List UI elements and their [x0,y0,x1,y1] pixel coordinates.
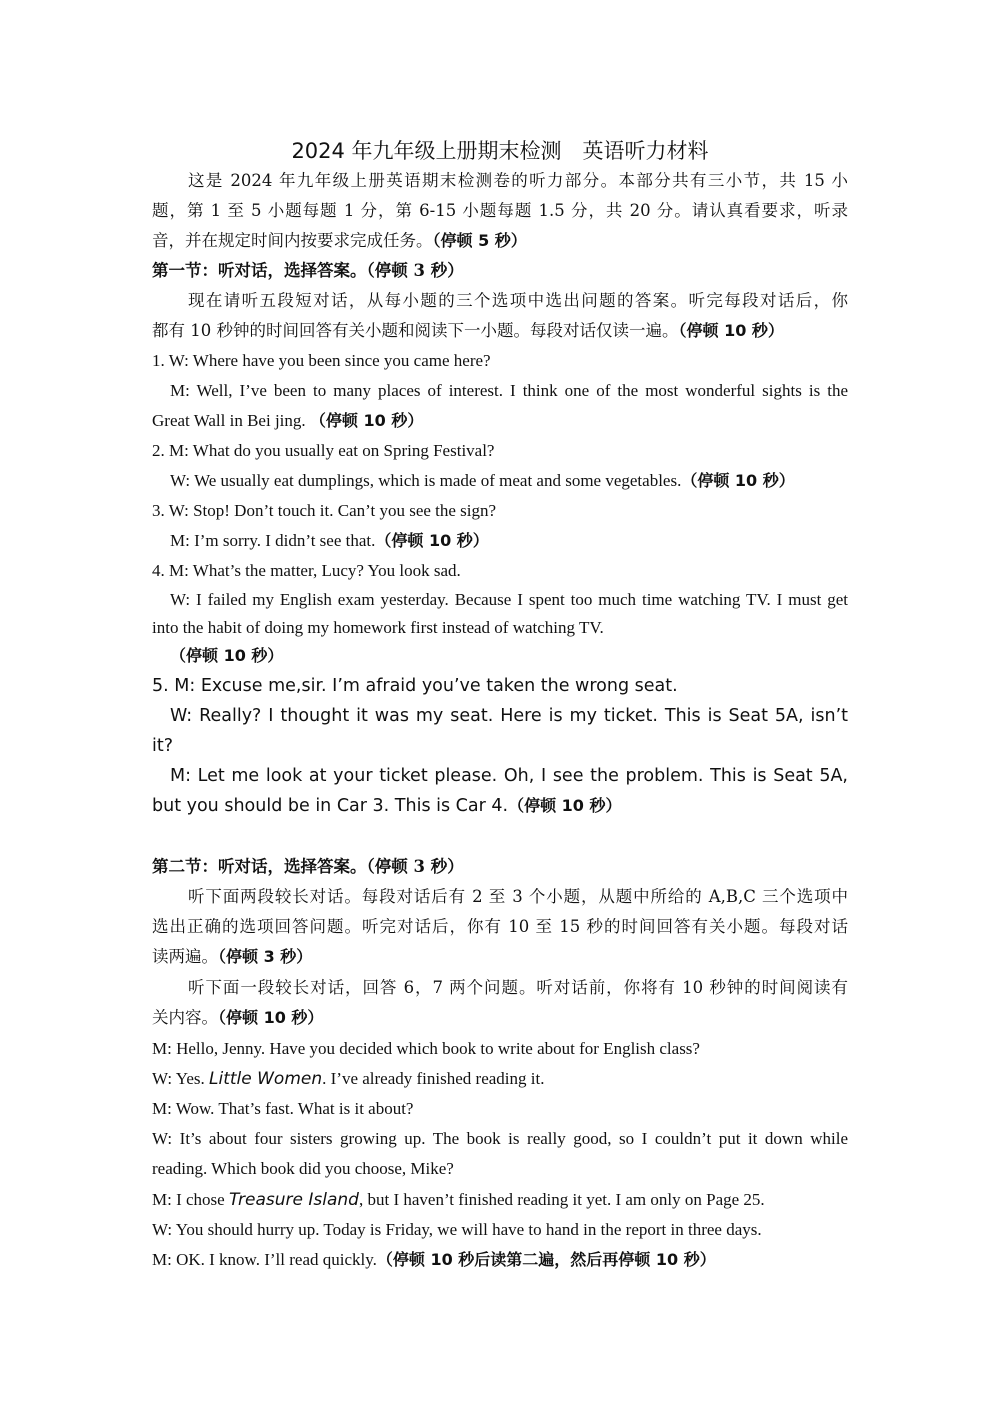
q1-pause: （停顿 10 秒） [309,411,424,430]
dialogue-line-4a: W: It’s about four sisters growing up. The book is really good, so I couldn’t put it down while [152,1129,848,1148]
q3-man-text: M: I’m sorry. I didn’t see that. [170,531,376,550]
q5-pause: （停顿 10 秒） [508,796,622,815]
q1-man-line-2 [152,406,848,436]
intro-pause: （停顿 5 秒） [432,231,527,250]
section2-instruction-3-pause: （停顿 3 秒） [218,947,313,966]
q4-pause-line [152,641,848,671]
intro-line-3 [152,226,848,256]
intro-line-2: 题，第 1 至 5 小题每题 1 分，第 6-15 小题每题 1.5 分，共 20 分。请认真看要求，听录 [152,201,848,220]
q5-woman-line-2: it? [152,736,174,756]
dialogue-line-1: M: Hello, Jenny. Have you decided which book to write about for English class? [152,1039,700,1058]
section2-instruction-3-text: 读两遍。 [152,947,218,966]
q1-woman-line: 1. W: Where have you been since you came here? [152,351,491,370]
section2-instruction-5 [152,1003,848,1033]
section2-instruction-4: 听下面一段较长对话，回答 6，7 两个问题。听对话前，你将有 10 秒钟的时间阅读有 [188,978,848,997]
section1-instruction-text: 都有 10 秒钟的时间回答有关小题和阅读下一小题。每段对话仅读一遍。 [152,321,679,340]
q4-man-line: 4. M: What’s the matter, Lucy? You look sad. [152,561,461,580]
section2-heading: 第二节：听对话，选择答案。（停顿 3 秒） [152,857,464,876]
q5-woman-line-1: W: Really? I thought it was my seat. Here is my ticket. This is Seat 5A, isn’t [170,706,848,726]
section2-instruction-2: 选出正确的选项回答问题。听完对话后，你有 10 至 15 秒的时间回答有关小题。每段对话 [152,917,848,936]
book-title-treasure-island: Treasure Island [228,1190,359,1210]
dialogue-line-2-post: . I’ve already finished reading it. [322,1069,545,1088]
book-title-little-women: Little Women [209,1069,323,1089]
dialogue-line-5 [152,1185,848,1215]
q5-man-line: 5. M: Excuse me,sir. I’m afraid you’ve taken the wrong seat. [152,676,678,696]
q5-man-line-2b [152,791,848,821]
section1-instruction-pause: （停顿 10 秒） [678,321,784,340]
q4-woman-line-2: into the habit of doing my homework first instead of watching TV. [152,618,604,637]
q3-pause: （停顿 10 秒） [375,531,489,550]
dialogue-line-4b: reading. Which book did you choose, Mike? [152,1159,454,1178]
q2-woman-line [152,466,848,496]
section2-instruction-1: 听下面两段较长对话。每段对话后有 2 至 3 个小题，从题中所给的 A,B,C 三个选项中 [188,887,848,906]
section1-heading: 第一节：听对话，选择答案。（停顿 3 秒） [152,261,464,280]
dialogue-line-5-post: , but I haven’t finished reading it yet. I am only on Page 25. [358,1190,765,1209]
q2-pause: （停顿 10 秒） [681,471,795,490]
dialogue-line-7-pause: （停顿 10 秒后读第二遍，然后再停顿 10 秒） [376,1250,716,1269]
q2-woman-text: W: We usually eat dumplings, which is made of meat and some vegetables. [170,471,682,490]
dialogue-line-7 [152,1245,848,1275]
intro-line-1: 这是 2024 年九年级上册英语期末检测卷的听力部分。本部分共有三小节，共 15 小 [188,171,848,190]
q5-man-line-2a: M: Let me look at your ticket please. Oh, I see the problem. This is Seat 5A, [170,766,848,786]
q4-woman-line-1: W: I failed my English exam yesterday. Because I spent too much time watching TV. I must get [170,590,848,609]
q4-pause: （停顿 10 秒） [170,646,284,665]
section1-instruction-2 [152,316,848,346]
dialogue-line-3: M: Wow. That’s fast. What is it about? [152,1099,414,1118]
q3-man-line [152,526,848,556]
section1-instruction-1: 现在请听五段短对话，从每小题的三个选项中选出问题的答案。听完每段对话后，你 [188,291,848,310]
section2-instruction-5-pause: （停顿 10 秒） [218,1008,324,1027]
dialogue-line-7-text: M: OK. I know. I’ll read quickly. [152,1250,377,1269]
q3-woman-line: 3. W: Stop! Don’t touch it. Can’t you see the sign? [152,501,497,520]
section2-instruction-5-text: 关内容。 [152,1008,218,1027]
q1-man-text: Great Wall in Bei jing. [152,411,306,430]
q1-man-line-1: M: Well, I’ve been to many places of interest. I think one of the most wonderful sights is the [170,381,848,400]
dialogue-line-6: W: You should hurry up. Today is Friday, we will have to hand in the report in three days. [152,1220,762,1239]
q5-man-text: but you should be in Car 3. This is Car 4. [152,796,509,816]
dialogue-line-2-pre: W: Yes. [152,1069,209,1088]
section2-instruction-3 [152,942,848,972]
intro-text: 音，并在规定时间内按要求完成任务。 [152,231,433,250]
dialogue-line-2 [152,1064,848,1094]
document-title: 2024 年九年级上册期末检测 英语听力材料 [291,139,709,163]
q2-man-line: 2. M: What do you usually eat on Spring Festival? [152,441,495,460]
dialogue-line-5-pre: M: I chose [152,1190,229,1209]
